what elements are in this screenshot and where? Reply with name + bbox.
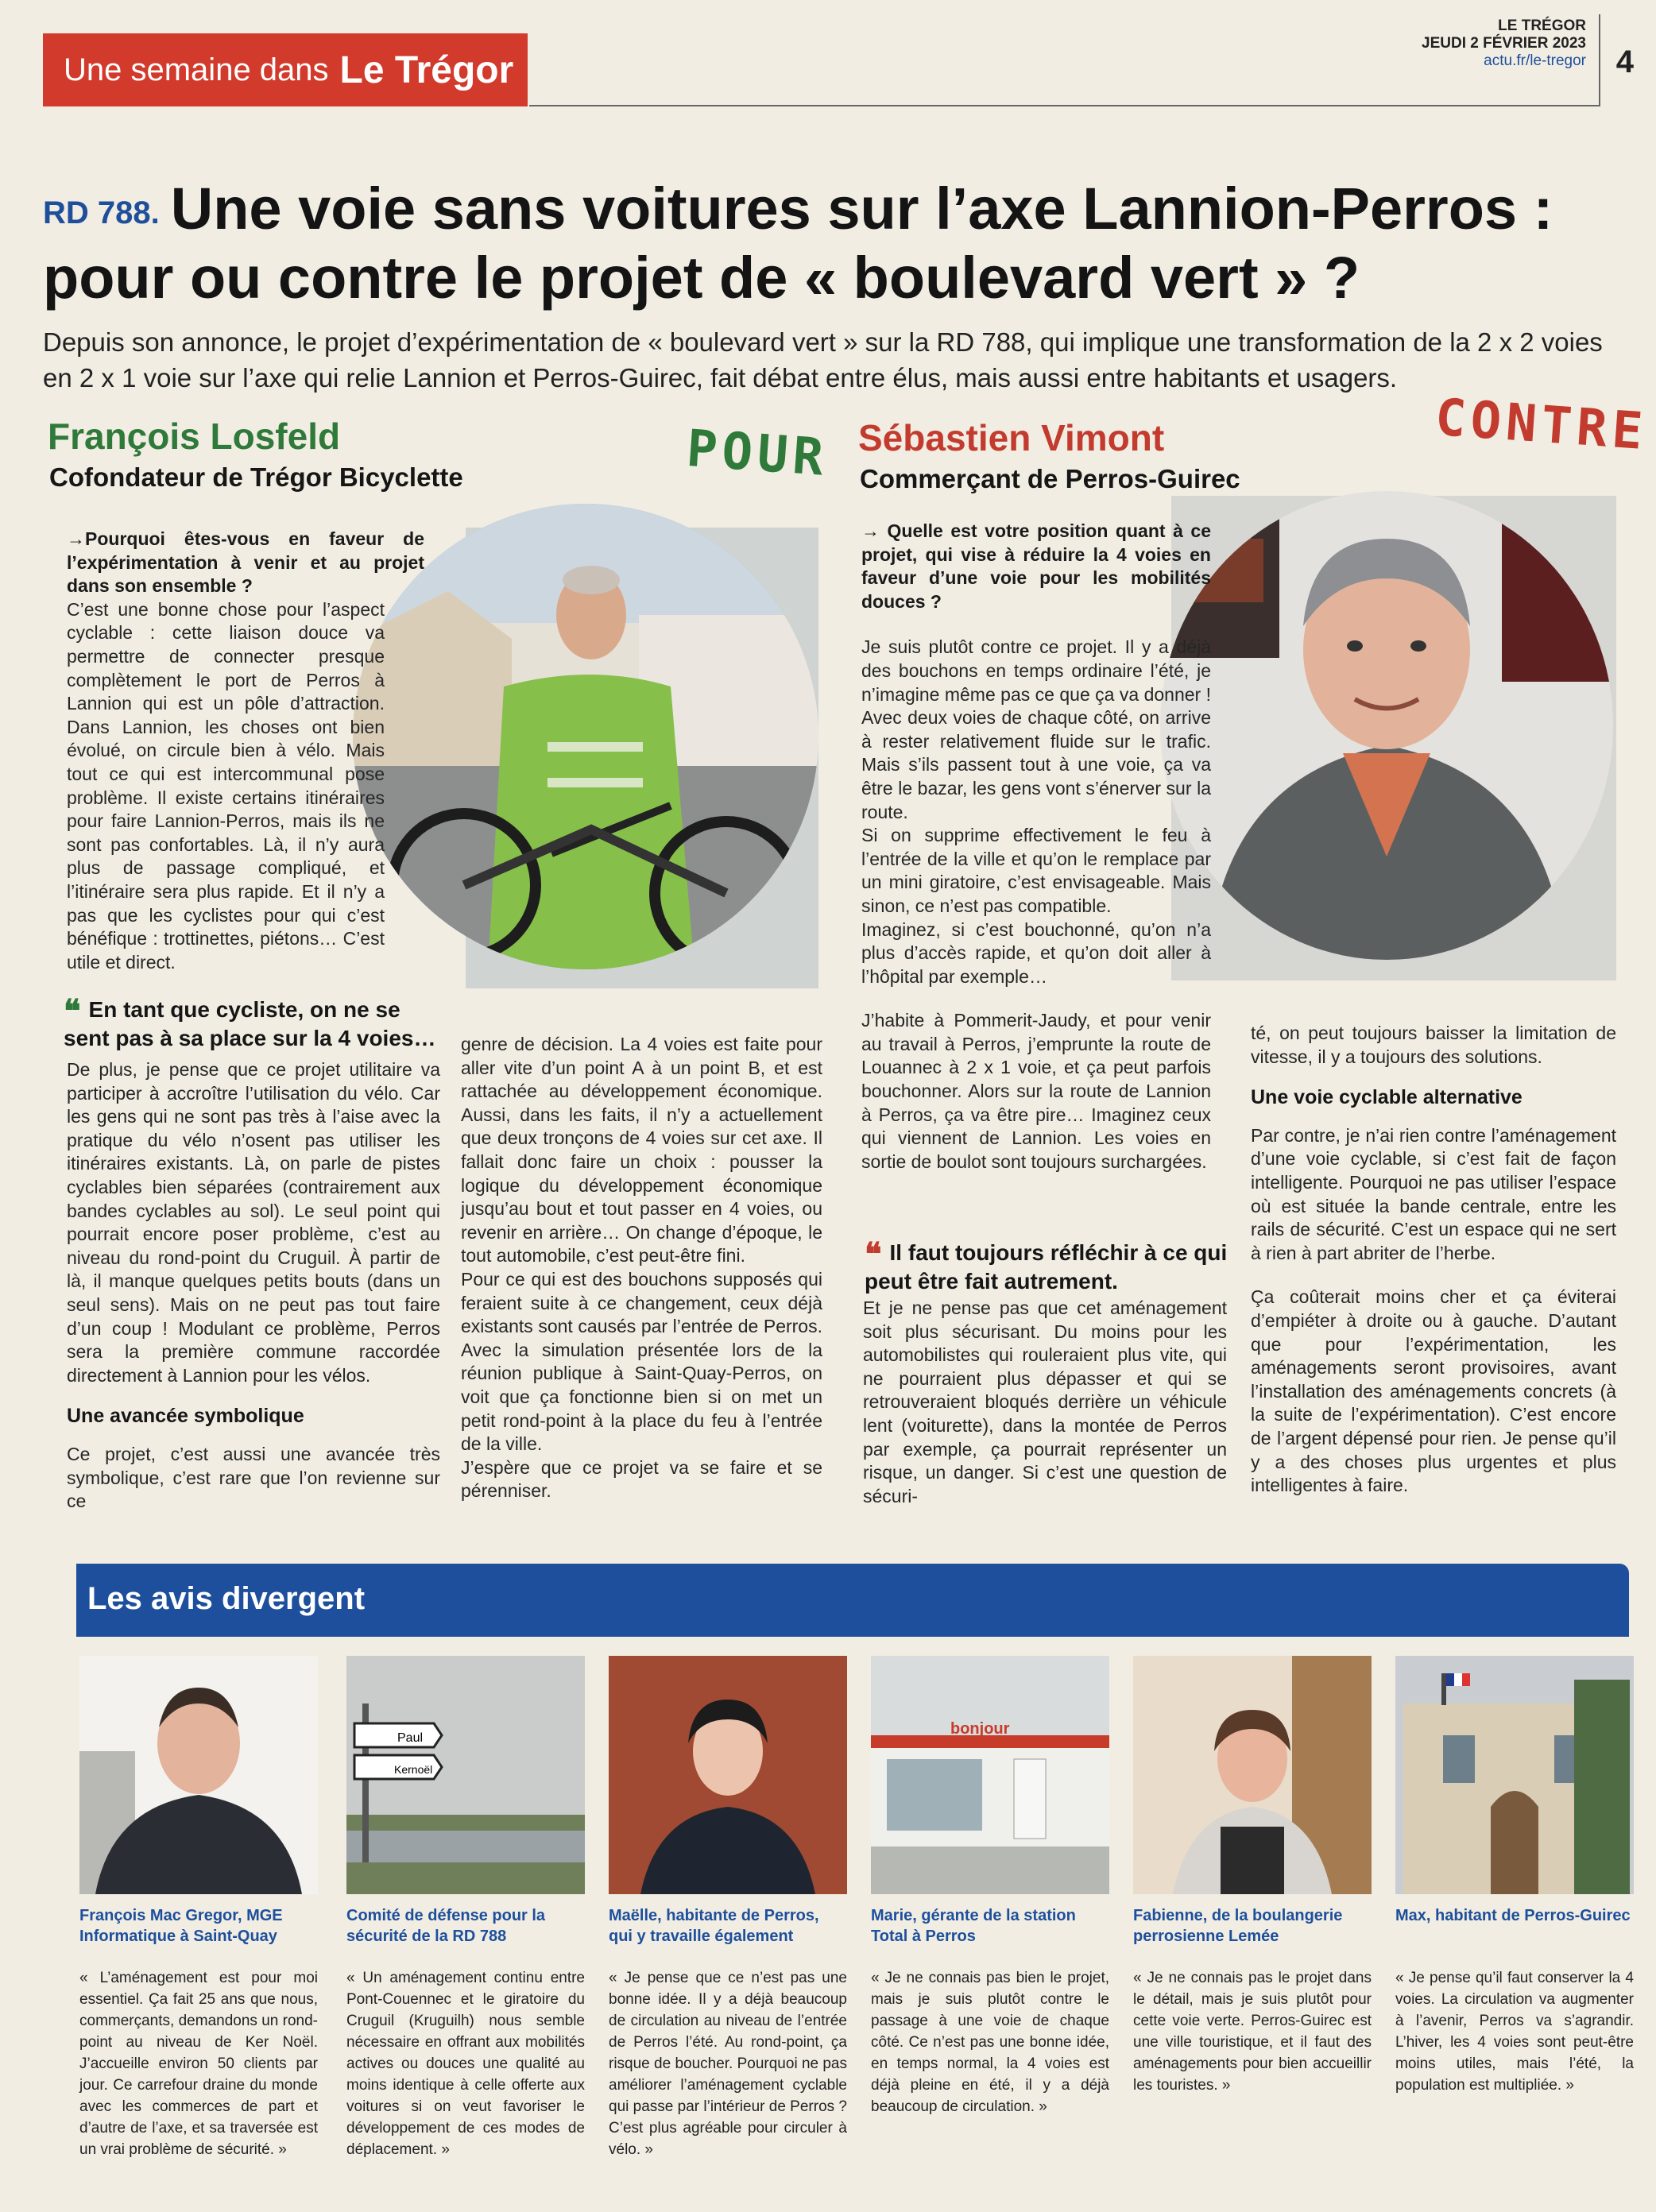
avis-card-4 xyxy=(871,1656,1109,2117)
contre-photo xyxy=(1160,491,1613,960)
pour-answer-5: Pour ce qui est des bouchons supposés qui feraient suite à ce changement, ceux déjà existants sont causés par l’entrée de Perros. Avec la simulation présentée lors de la réunion publique à Saint-Quay-Perros, on voit que ça fonctionne bien si on met un petit rond-point à la place du feu à l’entrée de la ville. xyxy=(461,1268,822,1455)
pour-answer-3: Ce projet, c’est aussi une avancée très symbolique, c’est rare que l’on revienne sur ce xyxy=(67,1443,440,1512)
contre-answer-2: Si on supprime effectivement le feu à l’entrée de la ville et qu’on le remplace par un mini giratoire, c’est envisageable. Mais sinon, ce n’est pas compatible. xyxy=(861,825,1211,916)
baker-portrait-icon xyxy=(1133,1656,1372,1894)
pour-answer-6: J’espère que ce projet va se faire et se pérenniser. xyxy=(461,1456,822,1502)
merchant-portrait-icon xyxy=(1160,491,1613,960)
avis-card-2 xyxy=(346,1656,585,2160)
masthead xyxy=(1422,17,1586,70)
pour-quote-text: En tant que cycliste, on ne se sent pas à sa place sur la 4 voies… xyxy=(64,997,436,1050)
contre-answer-6: té, on peut toujours baisser la limitation de vitesse, il y a toujours des solutions. xyxy=(1251,1023,1616,1067)
contre-column-1b xyxy=(863,1297,1227,1508)
section-rubric xyxy=(43,33,528,106)
pour-column-2 xyxy=(461,1033,822,1503)
avis-card-1 xyxy=(79,1656,318,2160)
gas-station-icon xyxy=(871,1656,1109,1894)
title-line-1: Une voie sans voitures sur l’axe Lannion-Perros : xyxy=(170,176,1553,242)
rubric-prefix: Une semaine dans xyxy=(64,52,329,87)
header-rule xyxy=(529,105,1600,106)
contre-subhead: Une voie cyclable alternative xyxy=(1251,1086,1523,1109)
avis-name-1: François Mac Gregor, MGE Informatique à Saint-Quay xyxy=(79,1907,283,1945)
avis-photo-5 xyxy=(1133,1656,1372,1894)
article-kicker: RD 788. xyxy=(43,195,160,231)
pour-column-1a xyxy=(67,528,424,974)
avis-text-3: « Je pense que ce n’est pas une bonne idée. Il y a déjà beaucoup de circulation au niveau de l’entrée de Perros l’été. Au rond-point, ça risque de boucher. Pourquoi ne pas améliorer l’aménagement cyclable qui passe par l’intérieur de Perros ? C’est plus agréable pour circuler à vélo. » xyxy=(609,1970,847,2158)
page-number: 4 xyxy=(1615,44,1634,79)
avis-photo-4 xyxy=(871,1656,1109,1894)
avis-name-6: Max, habitant de Perros-Guirec xyxy=(1395,1907,1631,1924)
avis-name-5: Fabienne, de la boulangerie perrosienne Lemée xyxy=(1133,1907,1343,1945)
contre-answer-4: J’habite à Pommerit-Jaudy, et pour venir au travail à Perros, j’emprunte la route de Louannec à 2 x 1 voie, et ça peut parfois bouchonner. Alors sur la route de Lannion à Perros, ça va être pire… Imaginez ceux qui viennent de Lannion. Les voies en sortie de boulot sont toujours surchargées. xyxy=(861,1010,1211,1172)
quote-mark-icon: ❝ xyxy=(865,1236,882,1273)
pour-pull-quote xyxy=(64,992,437,1052)
man-portrait-icon xyxy=(79,1656,318,1894)
contre-answer-5: Et je ne pense pas que cet aménagement soit plus sécurisant. Du moins pour les automobilistes qui rouleraient plus vite, qui ne pourraient plus dépasser et qui se retrouveraient bloqués derrière un véhicule lent (voiturette), dans la montée de Perros par exemple, ça pourrait représenter un risque, un danger. Si c’est une question de sécuri- xyxy=(863,1297,1227,1506)
pour-name: François Losfeld xyxy=(48,416,341,457)
header-rule-vertical xyxy=(1599,14,1600,106)
article-lead: Depuis son annonce, le projet d’expérimentation de « boulevard vert » sur la RD 788, qui implique une transformation de la 2 x 2 voies en 2 x 1 voie sur l’axe qui relie Lannion et Perros-Guirec, fait débat entre élus, mais aussi entre habitants et usagers. xyxy=(43,327,1603,393)
contre-answer-8: Ça coûterait moins cher et ça éviterai d’empiéter à droite ou à gauche. D’autant que pour l’expérimentation, les aménagements seront provisoires, avant l’installation des aménagements concrets (à la suite de l’expérimentation). C’est encore de l’argent dépensé pour rien. Je pense qu’il y a des choses plus urgentes et plus intelligentes à faire. xyxy=(1251,1286,1616,1496)
contre-answer-7: Par contre, je n’ai rien contre l’aménagement d’une voie cyclable, si c’est fait de façon intelligente. Pourquoi ne pas utiliser l’espace où est située la bande centrale, entre les rails de sécurité. C’est un espace qui ne sert à rien à part abriter de l’herbe. xyxy=(1251,1124,1616,1263)
avis-card-6 xyxy=(1395,1656,1634,2096)
avis-photo-2 xyxy=(346,1656,585,1894)
avis-text-1: « L’aménagement est pour moi essentiel. Ça fait 25 ans que nous, commerçants, demandons un rond-point au niveau de Ker Noël. J’accueille environ 50 clients par jour. Ce carrefour draine du monde avec les commerces de part et d’autre de l’axe, et sa traversée est un vrai problème de sécurité. » xyxy=(79,1970,318,2158)
pour-answer-1: C’est une bonne chose pour l’aspect cyclable : cette liaison douce va permettre de connecter presque complètement le port de Perros à Lannion qui est un pôle d’attraction. Dans Lannion, les choses ont bien évolué, on circule bien à vélo. Mais tout ce qui est intercommunal pose problème. Il existe certains itinéraires pour faire Lannion-Perros, mais ils ne sont pas confortables. Là, il n’y aura plus de passage compliqué, et l’itinéraire sera plus rapide. Et il n’y a pas que les cyclistes pour qui c’est bénéfique : trottinettes, piétons… C’est utile et direct. xyxy=(67,598,385,973)
quote-mark-icon: ❝ xyxy=(64,992,81,1030)
contre-name: Sébastien Vimont xyxy=(858,417,1165,458)
avis-card-3 xyxy=(609,1656,847,2160)
contre-quote-text: Il faut toujours réfléchir à ce qui peut être fait autrement. xyxy=(865,1240,1228,1294)
avis-photo-3 xyxy=(609,1656,847,1894)
avis-photo-6 xyxy=(1395,1656,1634,1894)
rubric-place: Le Trégor xyxy=(339,48,514,91)
pour-column-1b xyxy=(67,1058,440,1514)
contre-pull-quote xyxy=(865,1236,1230,1295)
pour-subhead: Une avancée symbolique xyxy=(67,1405,304,1428)
pour-question: →Pourquoi êtes-vous en faveur de l’expérimentation à venir et au projet dans son ensemble ? xyxy=(67,528,424,597)
avis-name-4: Marie, gérante de la station Total à Perros xyxy=(871,1907,1076,1945)
pour-answer-2: De plus, je pense que ce projet utilitaire va participer à accroître l’utilisation du vélo. Car les gens qui ne sont pas très à l’aise avec la pratique du vélo n’osent pas utiliser les itinéraires existants. Là, on parle de pistes cyclables bien séparées (contrairement aux bandes cyclables au sol). Le seul point qui pourrait encore poser problème, c’est au niveau du rond-point du Cruguil. À partir de là, il manque quelques petits bouts (dans un seul sens). Mais on ne peut pas tout faire d’un coup ! Modulant ce problème, Perros sera la première commune raccordée directement à Lannion pour les vélos. xyxy=(67,1059,440,1386)
contre-answer-1: Je suis plutôt contre ce projet. Il y a déjà des bouchons en temps ordinaire l’été, je n’imagine même pas ce que ça va donner ! Avec deux voies de chaque côté, on arrive à rester relativement fluide sur le trafic. Mais s’ils passent tout à une voie, ça va être le bazar, les gens vont s’énerver sur la route. xyxy=(861,636,1211,822)
road-sign-icon xyxy=(346,1656,585,1894)
masthead-site: actu.fr/le-tregor xyxy=(1484,52,1586,69)
avis-card-5 xyxy=(1133,1656,1372,2096)
article-title xyxy=(43,176,1600,311)
avis-text-6: « Je pense qu’il faut conserver la 4 voies. La circulation va augmenter à l’avenir, Perros va s’agrandir. L’hiver, les 4 voies sont peut-être moins utiles, mais l’été, la population est multipliée. » xyxy=(1395,1970,1634,2094)
contre-role: Commerçant de Perros-Guirec xyxy=(860,464,1240,493)
avis-photo-1 xyxy=(79,1656,318,1894)
contre-answer-3: Imaginez, si c’est bouchonné, qu’on n’a plus d’accès rapide, et qu’on doit aller à l’hôpital par exemple… xyxy=(861,918,1211,987)
avis-band: Les avis divergent xyxy=(76,1564,1629,1637)
contre-question: → Quelle est votre position quant à ce projet, qui vise à réduire la 4 voies en faveur d’une voie pour les mobilités douces ? xyxy=(861,520,1211,612)
contre-column-2 xyxy=(1251,1022,1616,1498)
contre-stamp: CONTRE xyxy=(1433,388,1650,462)
contre-column-1a xyxy=(861,520,1211,1174)
pour-answer-4: genre de décision. La 4 voies est faite pour aller vite d’un point A à un point B, et est rattachée au développement économique. Aussi, dans les faits, il n’y a actuellement que deux tronçons de 4 voies sur cet axe. Il fallait donc faire un choix : pousser la logique du développement économique jusqu’au bout et tout passer en 4 voies, ou revenir en arrière… On change d’époque, le tout automobile, c’est peut-être fini. xyxy=(461,1034,822,1266)
road-sign-kernoel: Kernoël xyxy=(394,1763,433,1776)
town-hall-icon xyxy=(1395,1656,1634,1894)
avis-text-5: « Je ne connais pas le projet dans le détail, mais je suis plutôt pour cette voie verte. Perros-Guirec est une ville touristique, et il faut des aménagements pour bien accueillir les touristes. » xyxy=(1133,1970,1372,2094)
pour-role: Cofondateur de Trégor Bicyclette xyxy=(49,462,463,492)
road-sign-paul: Paul xyxy=(397,1731,424,1745)
avis-text-4: « Je ne connais pas bien le projet, mais je suis plutôt contre le passage à une voie de chaque côté. Ce n’est pas une bonne idée, en temps normal, la 4 voies est déjà pleine en été, il y a déjà beaucoup de circulation. » xyxy=(871,1970,1109,2115)
avis-name-3: Maëlle, habitante de Perros, qui y travaille également xyxy=(609,1907,819,1945)
woman-portrait-icon xyxy=(609,1656,847,1894)
title-line-2: pour ou contre le projet de « boulevard vert » ? xyxy=(43,245,1360,311)
masthead-paper: LE TRÉGOR xyxy=(1498,17,1586,34)
avis-text-2: « Un aménagement continu entre Pont-Couennec et le giratoire du Cruguil (Kruguilh) nous semble nécessaire en offrant aux mobilités actives ou douces une qualité au moins identique à celle offerte aux voitures si on veut favoriser le développement de ces modes de déplacement. » xyxy=(346,1970,585,2158)
station-sign: bonjour xyxy=(950,1720,1010,1738)
masthead-date: JEUDI 2 FÉVRIER 2023 xyxy=(1422,35,1586,52)
pour-stamp: POUR xyxy=(684,419,830,489)
avis-name-2: Comité de défense pour la sécurité de la RD 788 xyxy=(346,1907,546,1945)
